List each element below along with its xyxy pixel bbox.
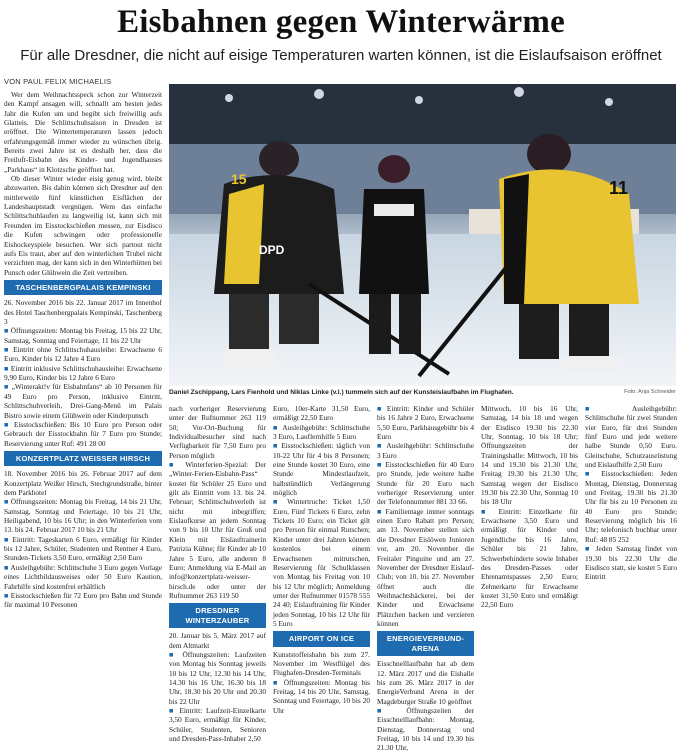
headline: Eisbahnen gegen Winterwärme (117, 4, 565, 40)
winterzauber-eisstock: ■ Eisstockschießen: täglich von 10-22 Uhr für 4 bis 8 Personen; eine Stunde kostet 30 Euro, eine Stunde Mindestlaufzeit, halbstündlich Verlängerung möglich (273, 441, 370, 498)
winterzauber-entry: ■ Eintritt: Laufzeit-Einzelkarte 3,50 Euro, ermäßigt für Kinder, Schüler, Studenten, Senioren und Dresden-Pass-Inhaber 2,50 (169, 705, 266, 743)
airport-dates: Kunststoffeisbahn bis zum 27. November im Westflügel des Flughafen-Dresden-Terminals (273, 649, 370, 678)
konzertplatz-entry: ■ Eintritt: Tageskarten 6 Euro, ermäßigt für Kinder bis 12 Jahre, Schüler, Studenten und Rentner 4 Euro, Stunden-Tickets 3,50 Euro, ermäßigt 2,50 Euro (4, 534, 162, 563)
bullet-icon: ■ (273, 497, 288, 507)
bullet-icon: ■ (273, 441, 282, 451)
arena-entry: ■ Eintritt: Einzelkarte für Erwachsene 3,50 Euro und ermäßigt für Kinder und Jugendliche bis 16 Jahre, Schüler bis 21 Jahre, Schwerbehinderte sowie Inhaber des Dresden-Passes oder Ehrenamtspasses 2,50 Euro; Zehnerkarte für Erwachsene kostet 31,50 Euro und ermäßigt 22,50 Euro (481, 506, 578, 610)
bullet-icon: ■ (4, 382, 12, 392)
jersey-number-right: 11 (609, 178, 629, 198)
airport-rental: ■ Ausleihgebühr: Schlittschuhe 3 Euro (377, 441, 475, 460)
column-4 (377, 404, 474, 753)
bullet-icon: ■ (4, 363, 11, 373)
column-5-inner (481, 404, 578, 610)
airport-entry: ■ Eintritt: Kinder und Schüler bis 16 Jahre 2 Euro, Erwachsene 5,50 Euro, Parkhausgebühr bis 4 Euro (377, 404, 475, 442)
bullet-icon: ■ (585, 404, 632, 413)
bullet-icon: ■ (169, 649, 183, 659)
arena-hours-cont: Mittwoch, 10 bis 16 Uhr, Samstag, 14 bis 18 und wegen der Eisdisco 19.30 bis 22.30 Uhr, Sonntag, 10 bis 18 Uhr; Öffnungszeiten der Trainingshalle: Mittwoch, 10 bis 14 und 19.30 bis 21.30 Uhr, Freitag 19.30 bis 21.30 Uhr, Samstag wegen der Eisdisco 19.30 bis 22.30 Uhr, Sonntag 10 bis 18 Uhr (481, 404, 578, 507)
section-header-airport: AIRPORT ON ICE (273, 631, 370, 647)
winterzauber-hours: ■ Öffnungszeiten: Laufzeiten von Montag bis Sonntag jeweils 10 bis 12 Uhr, 12.30 bis 14 Uhr, 14.30 bis 16 Uhr, 16.30 bis 18 Uhr, 18.30 bis 20 Uhr und 20.30 bis 22 Uhr (169, 649, 266, 706)
bullet-icon: ■ (4, 419, 14, 429)
bullet-icon: ■ (481, 506, 499, 516)
photo-credit: Foto: Anja Schneider (624, 389, 676, 395)
bullet-icon: ■ (585, 544, 596, 554)
column-2 (169, 404, 266, 743)
airport-family-days: ■ Familientage immer sonntags einen Euro Rabatt pro Person; am 13. November stellen sich die Dresdner Eislöwen Junioren vor, am 20. November die Freitaler Pinguine und am 27. November der Dresdner Eislauf-Club; von 10. bis 27. November öffnet auch die Weihnachtsbäckerei, bei der Kinder und Erwachsene Plätzchen backen und verzieren können (377, 506, 474, 628)
bullet-icon: ■ (273, 677, 284, 687)
section-header-energieverbund: ENERGIEVERBUND-ARENA (377, 631, 474, 656)
winterzauber-entry-cont: Euro, 10er-Karte 31,50 Euro, ermäßigt 22,50 Euro (273, 404, 370, 423)
konzertplatz-dates: 18. November 2016 bis 26. Februar 2017 auf dem Konzertplatz Weißer Hirsch, Stechgrundstraße, hinter dem Parkhotel (4, 469, 162, 498)
konzertplatz-eisstock: ■ Eisstockschießen für 72 Euro pro Bahn und Stunde für maximal 10 Personen (4, 590, 163, 610)
arena-hours: ■ Öffnungszeiten der Eisschnelllaufbahn: Montag, Dienstag, Donnerstag und Freitag, 10 bis 14 und 19.30 bis 21.30 Uhr, (377, 705, 475, 753)
bullet-icon: ■ (169, 705, 180, 715)
hockey-photo (169, 84, 676, 386)
konzertplatz-eisstock-cont: nach vorheriger Reservierung unter der Rufnummer 263 119 50; Vor-Ort-Buchung für Individualbesucher sind nach Verfügbarkeit für 7,50 Euro pro Person möglich (169, 404, 266, 460)
column-1 (4, 90, 162, 610)
photo-caption: Daniel Zschippang, Lars Fienhold und Niklas Linke (v.l.) tummeln sich auf der Kunsteislaufbahn im Flughafen. (169, 389, 514, 396)
bullet-icon: ■ (4, 326, 11, 336)
winterzauber-wintertruche: ■ Wintertruche: Ticket 1,50 Euro, Fünf Tickets 6 Euro, zehn Tickets 10 Euro; ein Ticket gilt pro Person für einmal Rutschen; Kinder unter drei Jahren können kostenlos bei einem Erwachsenen mitrutschen, Reservierung für Schulklassen von Montag bis Freitag von 10 bis 12 Uhr möglich; Anmeldung unter der Rufnummer 01578 555 24 40; Eislauftraining für Kinder jeden Sonntag, 10 bis 12 Uhr für 5 Euro (273, 497, 370, 628)
bullet-icon: ■ (377, 705, 407, 715)
arena-dates: Eisschnelllaufbahn hat ab dem 12. März 2017 und die Eishalle bis zum 26. März 2017 in der EnergieVerbund Arena in der Magdeburger Straße 10 geöffnet (377, 659, 474, 706)
column-6 (585, 404, 677, 582)
bullet-icon: ■ (585, 469, 602, 479)
jersey-number-left: 15 (231, 171, 247, 187)
airport-hours: ■ Öffnungszeiten: Montag bis Freitag, 14 bis 20 Uhr, Samstag, Sonntag und Feiertage, 10 bis 20 Uhr (273, 677, 370, 715)
bullet-icon: ■ (273, 422, 283, 432)
section-header-taschenbergpalais: TASCHENBERGPALAIS KEMPINSKI (4, 280, 162, 296)
hockey-photo-illustration (169, 84, 676, 386)
jersey-text-left: DPD (259, 243, 285, 257)
bullet-icon: ■ (4, 590, 11, 600)
bullet-icon: ■ (169, 460, 186, 470)
intro-paragraph-2: Ob dieser Winter wieder eisig genug wird, bleibt abzuwarten. Bis dahin können sich Dresdner auf den mittlerweile fünf künstlichen Eisflächen der Landeshauptstadt vergnügen. Wem das einfache Schlittschuhlaufen zu langweilig ist, kann sich mit Freunden im Eisstockschießen messen, zur Eisdisco die Kufen schwingen oder professionelle Eishockeyspiele besuchen. Wer sich partout nicht aufs Eis traut, aber auf den winterlichen Trubel nicht verzichten mag, der kann sich in den Winterhütten bei Punsch oder Glühwein die Zeit vertreiben. (4, 174, 162, 277)
bullet-icon: ■ (4, 562, 11, 572)
section-header-winterzauber: DRESDNER WINTERZAUBER (169, 603, 266, 628)
winterzauber-rental: ■ Ausleihgebühr: Schlittschuhe 3 Euro, Lauflernhilfe 5 Euro (273, 422, 371, 442)
konzertplatz-rental: ■ Ausleihgebühr: Schlittschuhe 3 Euro gegen Vorlage eines Lichtbildausweises oder 50 Euro Kaution, Fahrhilfe sind kostenfrei erhältlich (4, 562, 162, 591)
bullet-icon: ■ (4, 534, 13, 544)
bullet-icon: ■ (4, 497, 11, 507)
taschenberg-dates: 26. November 2016 bis 22. Januar 2017 im Innenhof des Hotel Taschenbergpalais Kempinski, Taschenberg 3 (4, 298, 162, 327)
bullet-icon: ■ (377, 404, 387, 413)
bullet-icon: ■ (377, 460, 386, 470)
airport-eisstock: ■ Eisstockschießen für 40 Euro pro Stunde, jede weitere halbe Stunde für 20 Euro nach vorheriger Reservierung unter der Telefonnummer 881 33 66. (377, 460, 475, 507)
section-header-konzertplatz: KONZERTPLATZ WEISSER HIRSCH (4, 451, 162, 467)
taschenberg-eisstock: ■ Eisstockschießen: Bis 10 Euro pro Person oder Gebrauch der Eisstockbahn für 7 Euro pro Stunde; Reservierung unter Ruf: 491 28 00 (4, 419, 163, 448)
column-3 (273, 404, 370, 715)
konzertplatz-winterferien: ■ Winterferien-Spezial: Der „Winter-Ferien-Eisbahn-Pass“ kostet für Schüler 25 Euro und gilt als Eintritt vom 13. bis 24. Februar; Schlittschuhverleih ist nicht mit inbegriffen; Eislaufkurse an jedem Sonntag von 9 bis 10 Uhr für Groß und Klein mit Eislauftrainerin Patrizia Kühne; für Kinder ab 10 Jahre 5 Euro, alle anderen 8 Euro; Anmeldung via E-Mail an info@konzertplatz-weisser-hirsch.de oder unter der Rufnummer 263 119 50 (169, 460, 266, 600)
taschenberg-entry-rental: ■ Eintritt inklusive Schlittschuhausleihe: Erwachsene 9,90 Euro, Kinder bis 12 Jahre 6 Euro (4, 363, 162, 383)
taschenberg-winteraktiv: ■ „Winterakt!v für Eisbahnfans“ ab 10 Personen für 49 Euro pro Person, inklusive Eintritt, Schlittschuhverleih, Drei-Gang-Menü im Palais Bistro sowie einem Glühwein oder Kinderpunsch (4, 382, 163, 420)
arena-rental: ■ Ausleihgebühr: Schlittschuhe für zwei Stunden vier Euro, für drei Stunden fünf Euro und jede weitere halbe Stunde 0,50 Euro. Gleitschuhe, Schutzausrüstung und Eislaufhilfe 2,50 Euro (585, 404, 677, 470)
arena-eisdisco: ■ Jeden Samstag findet von 19.30 bis 22.30 Uhr die Eisdisco statt, sie kostet 5 Euro Eintritt (585, 544, 678, 582)
bullet-icon: ■ (4, 345, 14, 355)
intro-paragraph-1: Wer dem Weihnachtsspeck schon zur Winterzeit den Kampf ansagen will, schnallt am besten jedes Jahr die Kufen um und begibt sich freiwillig aufs Glatteis. Die Schlittschuhsaison in Dresden ist eröffnet. Die Wintertemperaturen lassen jedoch erfahrungsgemäß immer wieder zu wünschen übrig. Bereits zwei Jahre ist es deshalb her, dass die Freiluft-Eisbahn des Kinder- und Jugendhauses „Parkhaus“ in Klotzsche geöffnet hat. (4, 90, 162, 174)
konzertplatz-hours: ■ Öffnungszeiten: Montag bis Freitag, 14 bis 21 Uhr, Samstag, Sonntag und Feiertage, 10 bis 21 Uhr, Heiligabend, 10 bis 16 Uhr; in den Winterferien vom 13. bis 24. Februar 2017 10 bis 21 Uhr (4, 497, 163, 535)
bullet-icon: ■ (377, 441, 387, 451)
taschenberg-entry: ■ Eintritt ohne Schlittschuhausleihe: Erwachsene 6 Euro, Kinder bis 12 Jahre 4 Euro (4, 345, 163, 364)
bullet-icon: ■ (377, 506, 386, 516)
arena-eisstock: ■ Eisstockschießen: Jeden Montag, Dienstag, Donnerstag und Freitag, 19.30 bis 21.30 Uhr für bis zu 10 Personen zu 40 Euro pro Stunde; Reservierung möglich bis 16 Uhr; telefonisch buchbar unter Ruf: 48 85 252 (585, 469, 677, 544)
subheadline: Für alle Dresdner, die nicht auf eisige Temperaturen warten können, ist die Eislaufsaison eröffnet (20, 47, 662, 64)
byline: VON PAUL FELIX MICHAELIS (4, 77, 112, 86)
winterzauber-dates: 20. Januar bis 5. März 2017 auf dem Altmarkt (169, 631, 266, 650)
taschenberg-hours: ■ Öffnungszeiten: Montag bis Freitag, 15 bis 22 Uhr, Samstag, Sonntag und Feiertage, 11 bis 22 Uhr (4, 326, 163, 345)
